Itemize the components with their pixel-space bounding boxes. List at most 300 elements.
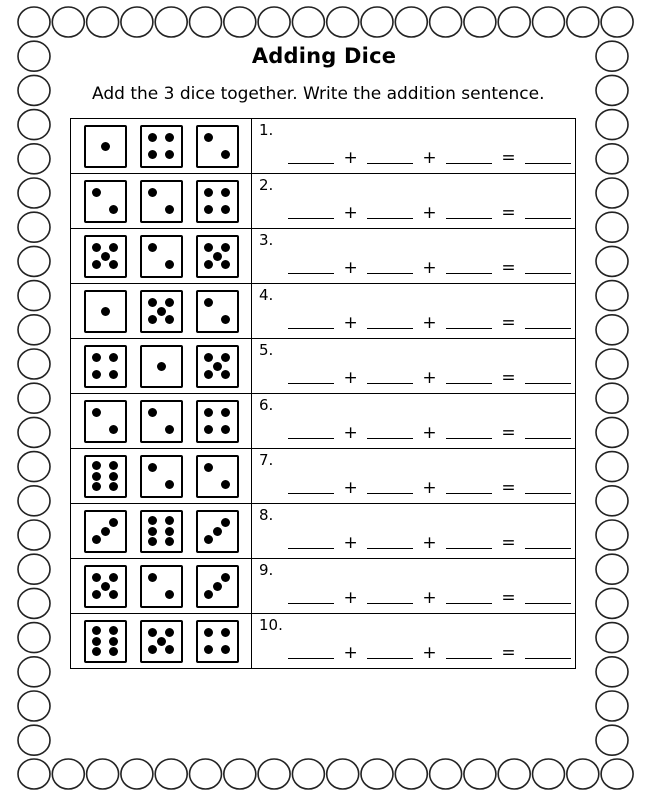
border-circle	[18, 212, 50, 242]
problem-row	[71, 174, 576, 229]
die-pip	[109, 482, 118, 491]
problem-number: 4.	[259, 286, 274, 304]
answer-blank[interactable]	[525, 327, 571, 329]
problem-number: 9.	[259, 561, 274, 579]
answer-blank[interactable]	[367, 327, 413, 329]
plus-sign: +	[422, 368, 437, 388]
problem-row	[71, 504, 576, 559]
die-pip	[204, 535, 213, 544]
die-face-6	[84, 455, 127, 498]
die-face-2	[84, 180, 127, 223]
border-circle	[395, 759, 427, 789]
border-circle	[596, 691, 628, 721]
plus-sign: +	[422, 478, 437, 498]
dice-group	[71, 455, 251, 498]
die-pip	[165, 425, 174, 434]
addition-sentence	[288, 148, 571, 168]
die-pip	[221, 150, 230, 159]
die-pip	[92, 260, 101, 269]
border-circle	[18, 452, 50, 482]
die-pip	[221, 628, 230, 637]
border-circle	[121, 759, 153, 789]
answer-blank[interactable]	[446, 382, 492, 384]
problem-number: 1.	[259, 121, 274, 139]
addition-sentence	[288, 203, 571, 223]
answer-blank[interactable]	[367, 162, 413, 164]
addition-sentence	[288, 643, 571, 663]
border-circle	[596, 75, 628, 105]
problem-row	[71, 119, 576, 174]
die-face-2	[196, 455, 239, 498]
die-pip	[204, 590, 213, 599]
border-circle	[327, 7, 359, 37]
die-pip	[204, 645, 213, 654]
die-pip	[165, 645, 174, 654]
die-pip	[109, 590, 118, 599]
die-face-2	[140, 565, 183, 608]
die-pip	[204, 298, 213, 307]
border-circle	[18, 7, 50, 37]
die-pip	[213, 527, 222, 536]
die-pip	[165, 480, 174, 489]
border-circle	[430, 7, 462, 37]
die-pip	[109, 461, 118, 470]
border-circle	[121, 7, 153, 37]
addition-sentence	[288, 533, 571, 553]
problem-row	[71, 339, 576, 394]
die-pip	[148, 150, 157, 159]
answer-blank[interactable]	[525, 217, 571, 219]
border-circle	[464, 759, 496, 789]
die-pip	[165, 298, 174, 307]
die-face-5	[140, 620, 183, 663]
die-pip	[92, 482, 101, 491]
problem-row	[71, 394, 576, 449]
plus-sign: +	[343, 148, 358, 168]
die-pip	[221, 243, 230, 252]
answer-blank[interactable]	[446, 602, 492, 604]
border-circle	[18, 246, 50, 276]
die-pip	[221, 645, 230, 654]
plus-sign: +	[343, 368, 358, 388]
die-pip	[148, 537, 157, 546]
answer-blank[interactable]	[367, 437, 413, 439]
die-face-2	[140, 180, 183, 223]
answer-blank[interactable]	[288, 327, 334, 329]
border-circle	[18, 110, 50, 140]
die-pip	[148, 298, 157, 307]
plus-sign: +	[422, 423, 437, 443]
answer-blank[interactable]	[288, 657, 334, 659]
die-face-1	[84, 290, 127, 333]
die-pip	[92, 590, 101, 599]
die-pip	[165, 537, 174, 546]
border-circle	[155, 7, 187, 37]
border-circle	[18, 281, 50, 311]
dice-group	[71, 235, 251, 278]
dice-cell	[71, 284, 252, 339]
die-pip	[148, 527, 157, 536]
die-pip	[165, 133, 174, 142]
equation-cell	[252, 174, 576, 229]
border-circle	[361, 759, 393, 789]
answer-blank[interactable]	[525, 382, 571, 384]
answer-blank[interactable]	[288, 437, 334, 439]
problem-number: 3.	[259, 231, 274, 249]
die-pip	[101, 142, 110, 151]
equals-sign: =	[501, 588, 516, 608]
border-circle	[18, 315, 50, 345]
die-pip	[148, 628, 157, 637]
die-face-5	[196, 235, 239, 278]
addition-sentence	[288, 423, 571, 443]
die-face-2	[84, 400, 127, 443]
die-pip	[221, 518, 230, 527]
addition-sentence	[288, 313, 571, 333]
problem-row	[71, 229, 576, 284]
border-circle	[596, 452, 628, 482]
dice-group	[71, 290, 251, 333]
dice-group	[71, 400, 251, 443]
die-pip	[204, 243, 213, 252]
border-circle	[361, 7, 393, 37]
problem-number: 6.	[259, 396, 274, 414]
answer-blank[interactable]	[288, 217, 334, 219]
equation-cell	[252, 394, 576, 449]
answer-blank[interactable]	[367, 492, 413, 494]
border-circle	[601, 759, 633, 789]
border-circle	[596, 246, 628, 276]
die-pip	[213, 582, 222, 591]
plus-sign: +	[422, 148, 437, 168]
border-circle	[52, 7, 84, 37]
dice-cell	[71, 394, 252, 449]
die-face-4	[140, 125, 183, 168]
dice-group	[71, 620, 251, 663]
die-pip	[109, 370, 118, 379]
die-face-3	[196, 565, 239, 608]
answer-blank[interactable]	[446, 272, 492, 274]
die-pip	[92, 370, 101, 379]
plus-sign: +	[422, 588, 437, 608]
die-pip	[109, 647, 118, 656]
border-circle	[533, 759, 565, 789]
equals-sign: =	[501, 478, 516, 498]
die-face-3	[84, 510, 127, 553]
problem-number: 8.	[259, 506, 274, 524]
die-pip	[109, 260, 118, 269]
die-pip	[148, 315, 157, 324]
die-pip	[165, 205, 174, 214]
border-circle	[224, 7, 256, 37]
answer-blank[interactable]	[367, 272, 413, 274]
die-face-6	[84, 620, 127, 663]
border-circle	[18, 623, 50, 653]
die-pip	[165, 150, 174, 159]
die-pip	[109, 626, 118, 635]
die-pip	[148, 516, 157, 525]
worksheet-instructions: Add the 3 dice together. Write the addition sentence.	[92, 84, 545, 104]
equals-sign: =	[501, 643, 516, 663]
dice-cell	[71, 504, 252, 559]
die-pip	[109, 425, 118, 434]
die-pip	[109, 472, 118, 481]
answer-blank[interactable]	[446, 162, 492, 164]
dice-cell	[71, 339, 252, 394]
die-pip	[204, 463, 213, 472]
die-face-5	[196, 345, 239, 388]
die-pip	[109, 637, 118, 646]
plus-sign: +	[343, 313, 358, 333]
border-circle	[596, 349, 628, 379]
dice-group	[71, 180, 251, 223]
die-face-5	[84, 565, 127, 608]
equals-sign: =	[501, 533, 516, 553]
border-circle	[18, 657, 50, 687]
problem-number: 10.	[259, 616, 283, 634]
die-pip	[204, 628, 213, 637]
die-face-4	[196, 180, 239, 223]
plus-sign: +	[422, 643, 437, 663]
border-circle	[596, 281, 628, 311]
die-pip	[148, 243, 157, 252]
border-circle	[18, 349, 50, 379]
equation-cell	[252, 504, 576, 559]
border-circle	[18, 75, 50, 105]
addition-sentence	[288, 258, 571, 278]
plus-sign: +	[343, 533, 358, 553]
equation-cell	[252, 284, 576, 339]
die-pip	[92, 535, 101, 544]
die-face-2	[140, 455, 183, 498]
dice-cell	[71, 119, 252, 174]
answer-blank[interactable]	[446, 437, 492, 439]
answer-blank[interactable]	[367, 217, 413, 219]
die-pip	[204, 188, 213, 197]
addition-sentence	[288, 368, 571, 388]
die-pip	[92, 637, 101, 646]
die-pip	[92, 408, 101, 417]
border-circle	[533, 7, 565, 37]
die-pip	[109, 573, 118, 582]
plus-sign: +	[343, 643, 358, 663]
border-circle	[52, 759, 84, 789]
plus-sign: +	[422, 203, 437, 223]
die-face-5	[84, 235, 127, 278]
die-face-4	[196, 620, 239, 663]
worksheet-title: Adding Dice	[251, 44, 397, 68]
border-circle	[596, 486, 628, 516]
answer-blank[interactable]	[288, 382, 334, 384]
die-pip	[148, 463, 157, 472]
border-circle	[596, 110, 628, 140]
die-pip	[221, 370, 230, 379]
plus-sign: +	[343, 258, 358, 278]
answer-blank[interactable]	[525, 272, 571, 274]
problem-number: 7.	[259, 451, 274, 469]
problem-table	[70, 118, 576, 669]
border-circle	[601, 7, 633, 37]
border-circle	[596, 144, 628, 174]
answer-blank[interactable]	[367, 382, 413, 384]
answer-blank[interactable]	[288, 272, 334, 274]
equation-cell	[252, 229, 576, 284]
problem-row	[71, 449, 576, 504]
dice-cell	[71, 174, 252, 229]
border-circle	[430, 759, 462, 789]
equation-cell	[252, 614, 576, 669]
answer-blank[interactable]	[446, 327, 492, 329]
border-circle	[567, 7, 599, 37]
die-face-1	[84, 125, 127, 168]
answer-blank[interactable]	[525, 547, 571, 549]
border-circle	[596, 417, 628, 447]
die-pip	[92, 461, 101, 470]
equals-sign: =	[501, 423, 516, 443]
answer-blank[interactable]	[446, 657, 492, 659]
answer-blank[interactable]	[525, 657, 571, 659]
die-pip	[92, 243, 101, 252]
die-pip	[221, 188, 230, 197]
border-circle	[18, 417, 50, 447]
problem-number: 5.	[259, 341, 274, 359]
die-pip	[165, 628, 174, 637]
die-pip	[221, 408, 230, 417]
problem-number: 2.	[259, 176, 274, 194]
die-pip	[204, 425, 213, 434]
plus-sign: +	[422, 258, 437, 278]
addition-sentence	[288, 588, 571, 608]
border-circle	[292, 7, 324, 37]
border-circle	[596, 383, 628, 413]
die-pip	[213, 362, 222, 371]
die-pip	[221, 425, 230, 434]
border-circle	[498, 7, 530, 37]
border-circle	[87, 7, 119, 37]
border-circle	[596, 588, 628, 618]
die-pip	[109, 243, 118, 252]
die-face-3	[196, 510, 239, 553]
die-face-6	[140, 510, 183, 553]
answer-blank[interactable]	[446, 217, 492, 219]
die-face-2	[196, 125, 239, 168]
die-pip	[221, 205, 230, 214]
border-circle	[464, 7, 496, 37]
border-circle	[18, 554, 50, 584]
border-circle	[18, 383, 50, 413]
border-circle	[18, 144, 50, 174]
die-pip	[148, 188, 157, 197]
answer-blank[interactable]	[367, 602, 413, 604]
answer-blank[interactable]	[525, 162, 571, 164]
border-circle	[596, 520, 628, 550]
die-pip	[109, 518, 118, 527]
border-circle	[258, 759, 290, 789]
answer-blank[interactable]	[367, 547, 413, 549]
border-circle	[596, 554, 628, 584]
border-circle	[18, 691, 50, 721]
die-pip	[101, 527, 110, 536]
die-pip	[157, 637, 166, 646]
plus-sign: +	[422, 313, 437, 333]
die-pip	[92, 353, 101, 362]
plus-sign: +	[343, 423, 358, 443]
answer-blank[interactable]	[525, 602, 571, 604]
die-pip	[148, 645, 157, 654]
answer-blank[interactable]	[525, 437, 571, 439]
border-circle	[596, 623, 628, 653]
equation-cell	[252, 119, 576, 174]
die-pip	[157, 362, 166, 371]
answer-blank[interactable]	[446, 547, 492, 549]
border-circle	[327, 759, 359, 789]
plus-sign: +	[422, 533, 437, 553]
border-circle	[224, 759, 256, 789]
die-face-5	[140, 290, 183, 333]
border-circle	[596, 725, 628, 755]
die-pip	[92, 573, 101, 582]
die-pip	[157, 307, 166, 316]
equals-sign: =	[501, 148, 516, 168]
die-pip	[92, 472, 101, 481]
border-circle	[498, 759, 530, 789]
die-pip	[92, 626, 101, 635]
border-circle	[596, 212, 628, 242]
plus-sign: +	[343, 203, 358, 223]
die-pip	[204, 408, 213, 417]
border-circle	[18, 520, 50, 550]
border-circle	[596, 657, 628, 687]
die-pip	[204, 260, 213, 269]
addition-sentence	[288, 478, 571, 498]
answer-blank[interactable]	[288, 492, 334, 494]
equation-cell	[252, 449, 576, 504]
problem-row	[71, 614, 576, 669]
die-pip	[221, 353, 230, 362]
die-pip	[92, 188, 101, 197]
answer-blank[interactable]	[446, 492, 492, 494]
die-pip	[204, 353, 213, 362]
die-pip	[148, 133, 157, 142]
border-circle	[596, 178, 628, 208]
die-pip	[92, 647, 101, 656]
border-circle	[258, 7, 290, 37]
equals-sign: =	[501, 368, 516, 388]
answer-blank[interactable]	[288, 602, 334, 604]
border-circle	[190, 759, 222, 789]
die-face-4	[84, 345, 127, 388]
equation-cell	[252, 339, 576, 394]
die-face-2	[140, 235, 183, 278]
answer-blank[interactable]	[367, 657, 413, 659]
answer-blank[interactable]	[525, 492, 571, 494]
answer-blank[interactable]	[288, 162, 334, 164]
die-pip	[148, 408, 157, 417]
dice-cell	[71, 229, 252, 284]
border-circle	[18, 725, 50, 755]
equals-sign: =	[501, 313, 516, 333]
die-pip	[204, 370, 213, 379]
border-circle	[596, 315, 628, 345]
problem-row	[71, 284, 576, 339]
die-pip	[165, 590, 174, 599]
answer-blank[interactable]	[288, 547, 334, 549]
dice-group	[71, 345, 251, 388]
equals-sign: =	[501, 203, 516, 223]
border-circle	[567, 759, 599, 789]
die-face-4	[196, 400, 239, 443]
dice-group	[71, 510, 251, 553]
